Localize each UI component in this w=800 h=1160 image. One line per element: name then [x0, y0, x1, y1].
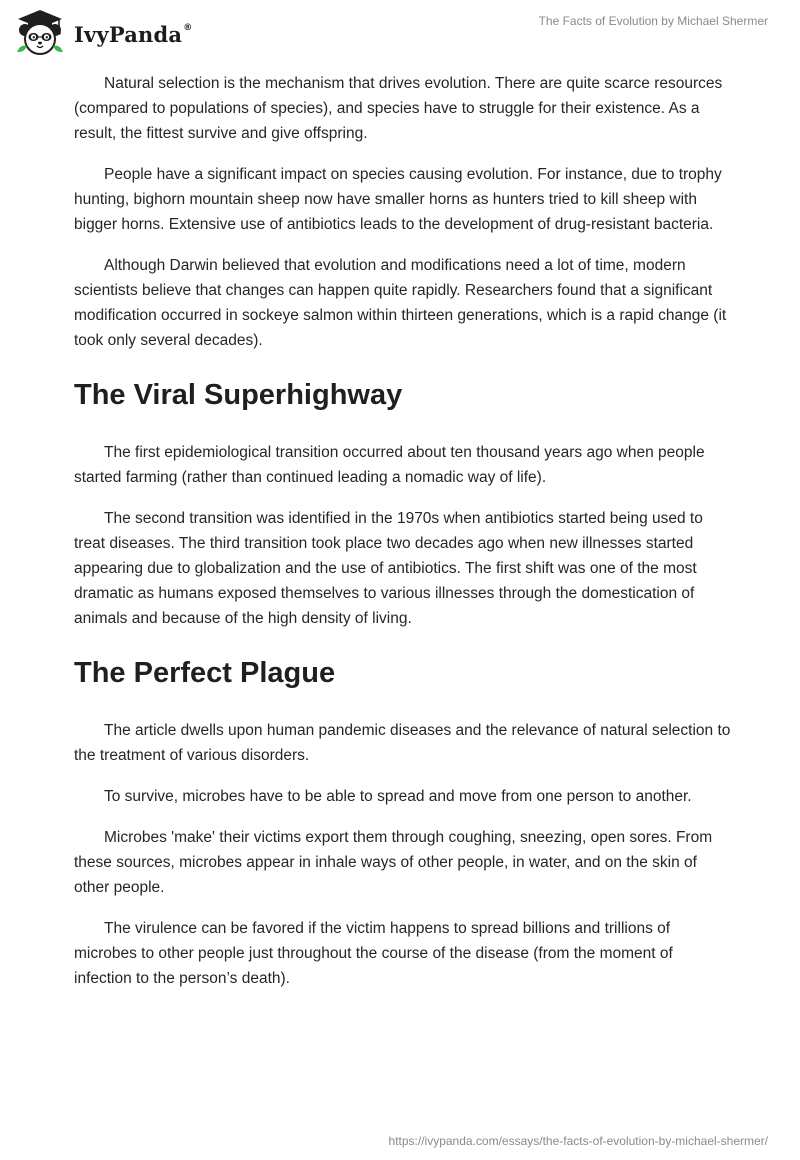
logo-text: IvyPanda® [74, 21, 193, 47]
paragraph: Microbes 'make' their victims export them through coughing, sneezing, open sores. From these sources, microbes appear in inhale ways of other people, in water, and on the skin of other people. [74, 829, 713, 896]
panda-graduate-icon [14, 8, 66, 58]
ivypanda-logo[interactable] [14, 8, 192, 58]
paragraph: The second transition was identified in the 1970s when antibiotics started being used to treat diseases. The third transition took place two decades ago when new illnesses started appearing due to globalization and the use of antibiotics. The first shift was one of the most dramatic as humans exposed themselves to various illnesses through the domestication of animals and because of the high density of living. [74, 510, 703, 627]
paragraph: Natural selection is the mechanism that drives evolution. There are quite scarce resources (compared to populations of species), and species have to struggle for their existence. As a result, the fittest survive and give offspring. [74, 75, 723, 142]
page-header [0, 0, 800, 64]
paragraph: To survive, microbes have to be able to spread and move from one person to another. [104, 788, 692, 805]
paragraph: The virulence can be favored if the victim happens to spread billions and trillions of microbes to other people just throughout the course of the disease (from the moment of infection to the person’s death). [74, 920, 673, 987]
section-heading-perfect-plague: The Perfect Plague [74, 657, 336, 689]
paragraph: Although Darwin believed that evolution and modifications need a lot of time, modern scientists believe that changes can happen quite rapidly. Researchers found that a significant modification occurred in sockeye salmon within thirteen generations, which is a rapid change (it took only several decades). [74, 257, 727, 349]
article-body [74, 71, 734, 1007]
paragraph: The article dwells upon human pandemic diseases and the relevance of natural selection to the treatment of various disorders. [74, 722, 731, 764]
paragraph: The first epidemiological transition occurred about ten thousand years ago when people started farming (rather than continued leading a nomadic way of life). [74, 444, 705, 486]
paragraph: People have a significant impact on species causing evolution. For instance, due to trophy hunting, bighorn mountain sheep now have smaller horns as hunters tried to kill sheep with bigger horns. Extensive use of antibiotics leads to the development of drug-resistant bacteria. [74, 166, 722, 233]
source-url-link[interactable]: https://ivypanda.com/essays/the-facts-of-evolution-by-michael-shermer/ [388, 1134, 768, 1148]
section-heading-viral-superhighway: The Viral Superhighway [74, 379, 403, 411]
document-title: The Facts of Evolution by Michael Shermer [538, 14, 768, 28]
